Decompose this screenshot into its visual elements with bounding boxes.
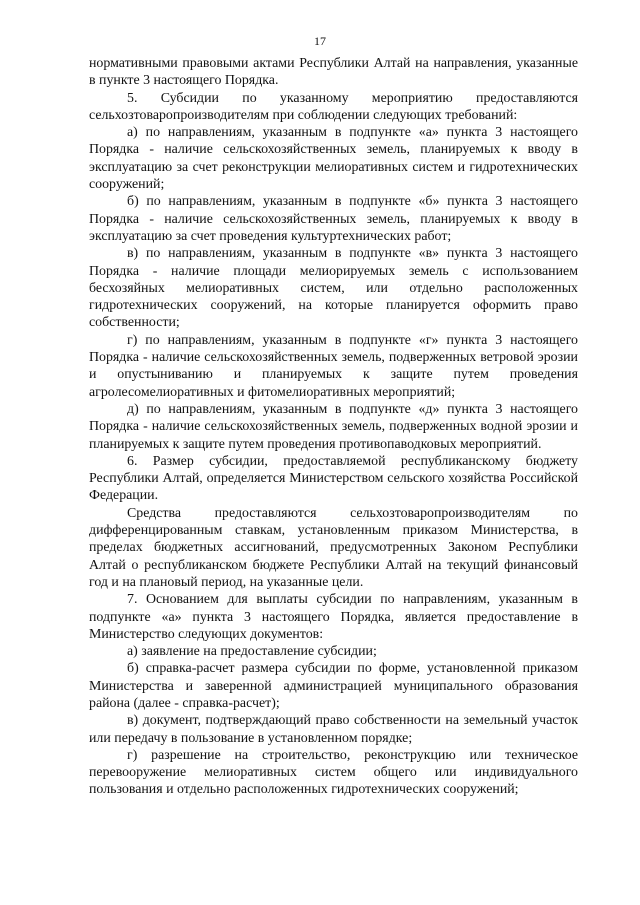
paragraph: г) по направлениям, указанным в подпункте «г» пункта 3 настоящего Порядка - наличие сельскохозяйственных земель, подверженных ветровой эрозии и опустыниванию и планируемых к защите путем проведения агролесомелиоративных и фитомелиоративных мероприятий; xyxy=(89,332,578,400)
paragraph: а) по направлениям, указанным в подпункте «а» пункта 3 настоящего Порядка - наличие сельскохозяйственных земель, планируемых к вводу в эксплуатацию за счет реконструкции мелиоративных систем и гидротехнических сооружений; xyxy=(89,125,578,193)
paragraph: 7. Основанием для выплаты субсидии по направлениям, указанным в подпункте «а» пункта 3 настоящего Порядка, является предоставление в Министерство следующих документов: xyxy=(89,592,578,642)
paragraph: в) документ, подтверждающий право собственности на земельный участок или передачу в пользование в установленном порядке; xyxy=(89,713,578,746)
paragraph: б) по направлениям, указанным в подпункте «б» пункта 3 настоящего Порядка - наличие сельскохозяйственных земель, планируемых к вводу в эксплуатацию за счет проведения культуртехнических работ; xyxy=(89,194,578,244)
paragraph: д) по направлениям, указанным в подпункте «д» пункта 3 настоящего Порядка - наличие сельскохозяйственных земель, подверженных водной эрозии и планируемых к защите путем проведения противопаводковых мероприятий. xyxy=(89,401,578,452)
paragraph: нормативными правовыми актами Республики Алтай на направления, указанные в пункте 3 настоящего Порядка. xyxy=(89,56,578,89)
paragraph: б) справка-расчет размера субсидии по форме, установленной приказом Министерства и заверенной администрацией муниципального образования района (далее - справка-расчет); xyxy=(89,661,578,711)
page-number: 17 xyxy=(314,34,326,48)
paragraph: а) заявление на предоставление субсидии; xyxy=(127,644,377,660)
paragraph: Средства предоставляются сельхозтоваропроизводителям по дифференцированным ставкам, установленным приказом Министерства, в пределах бюджетных ассигнований, предусмотренных Законом Республики Алтай о республиканском бюджете Республики Алтай на текущий финансовый год и на плановый период, на указанные цели. xyxy=(89,505,578,590)
paragraph: 5. Субсидии по указанному мероприятию предоставляются сельхозтоваропроизводителям при соблюдении следующих требований: xyxy=(89,90,578,123)
paragraph: г) разрешение на строительство, реконструкцию или техническое перевооружение мелиоративных систем общего или индивидуального пользования и отдельно расположенных гидротехнических сооружений; xyxy=(89,747,578,798)
paragraph: в) по направлениям, указанным в подпункте «в» пункта 3 настоящего Порядка - наличие площади мелиорируемых земель с использованием бесхозяйных мелиоративных систем, или отдельно расположенных гидротехнических сооружений, на которые планируется оформить право собственности; xyxy=(89,246,578,331)
paragraph: 6. Размер субсидии, предоставляемой республиканскому бюджету Республики Алтай, определяется Министерством сельского хозяйства Российской Федерации. xyxy=(89,453,578,504)
document-body xyxy=(89,55,578,799)
